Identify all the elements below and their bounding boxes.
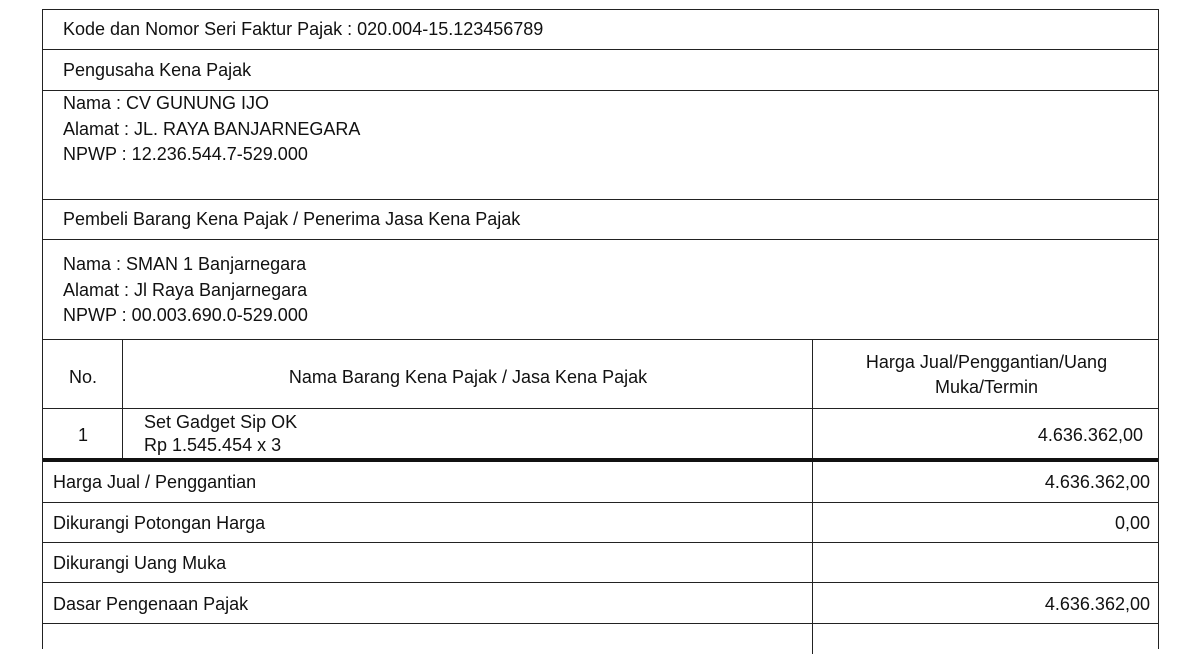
summary-row-potongan: [43, 503, 1158, 543]
seller-npwp: NPWP : 12.236.544.7-529.000: [63, 144, 308, 164]
buyer-details-row: [43, 240, 1158, 340]
invoice-serial-row: [43, 10, 1158, 50]
invoice-serial-label: Kode dan Nomor Seri Faktur Pajak : 020.004-15.123456789: [63, 19, 544, 39]
seller-address: Alamat : JL. RAYA BANJARNEGARA: [63, 118, 361, 139]
summary-value: 0,00: [1114, 513, 1150, 533]
item-no: 1: [77, 425, 88, 445]
seller-heading: Pengusaha Kena Pajak: [63, 60, 252, 80]
item-description: [144, 411, 297, 457]
items-table-header: [43, 340, 1158, 409]
col-header-no: No.: [68, 367, 97, 387]
buyer-heading: Pembeli Barang Kena Pajak / Penerima Jasa Kena Pajak: [63, 209, 521, 229]
buyer-npwp: NPWP : 00.003.690.0-529.000: [63, 305, 308, 325]
col-header-price-line1: Harga Jual/Penggantian/Uang: [865, 352, 1108, 372]
summary-col-divider: [812, 503, 813, 543]
buyer-heading-row: [43, 200, 1158, 240]
col-header-price-line2: Muka/Termin: [934, 377, 1039, 397]
col-header-price: [813, 350, 1160, 400]
col-header-name: Nama Barang Kena Pajak / Jasa Kena Pajak: [288, 367, 648, 387]
seller-details-row: [43, 91, 1158, 200]
tax-invoice-form: [42, 9, 1159, 649]
buyer-details: [63, 252, 308, 329]
summary-row-harga-jual: [43, 462, 1158, 503]
summary-col-divider: [812, 462, 813, 503]
seller-name: Nama : CV GUNUNG IJO: [63, 93, 270, 113]
seller-details: [63, 91, 360, 168]
item-detail: Rp 1.545.454 x 3: [144, 435, 282, 455]
item-row: [43, 409, 1158, 462]
summary-value: 4.636.362,00: [1044, 594, 1150, 614]
summary-col-divider: [812, 543, 813, 583]
summary-label: Dasar Pengenaan Pajak: [53, 594, 249, 614]
item-name: Set Gadget Sip OK: [144, 412, 298, 432]
seller-heading-row: [43, 50, 1158, 91]
summary-label: Dikurangi Potongan Harga: [53, 513, 266, 533]
item-price: 4.636.362,00: [1037, 425, 1143, 445]
summary-row-uang-muka: [43, 543, 1158, 583]
summary-label: Harga Jual / Penggantian: [53, 472, 257, 492]
buyer-address: Alamat : Jl Raya Banjarnegara: [63, 279, 308, 300]
buyer-name: Nama : SMAN 1 Banjarnegara: [63, 254, 307, 274]
summary-label: Dikurangi Uang Muka: [53, 553, 227, 573]
summary-col-divider: [812, 624, 813, 654]
summary-col-divider: [812, 583, 813, 624]
summary-row-dasar-pengenaan: [43, 583, 1158, 624]
col-divider-price: [812, 409, 813, 458]
summary-value: 4.636.362,00: [1044, 472, 1150, 492]
